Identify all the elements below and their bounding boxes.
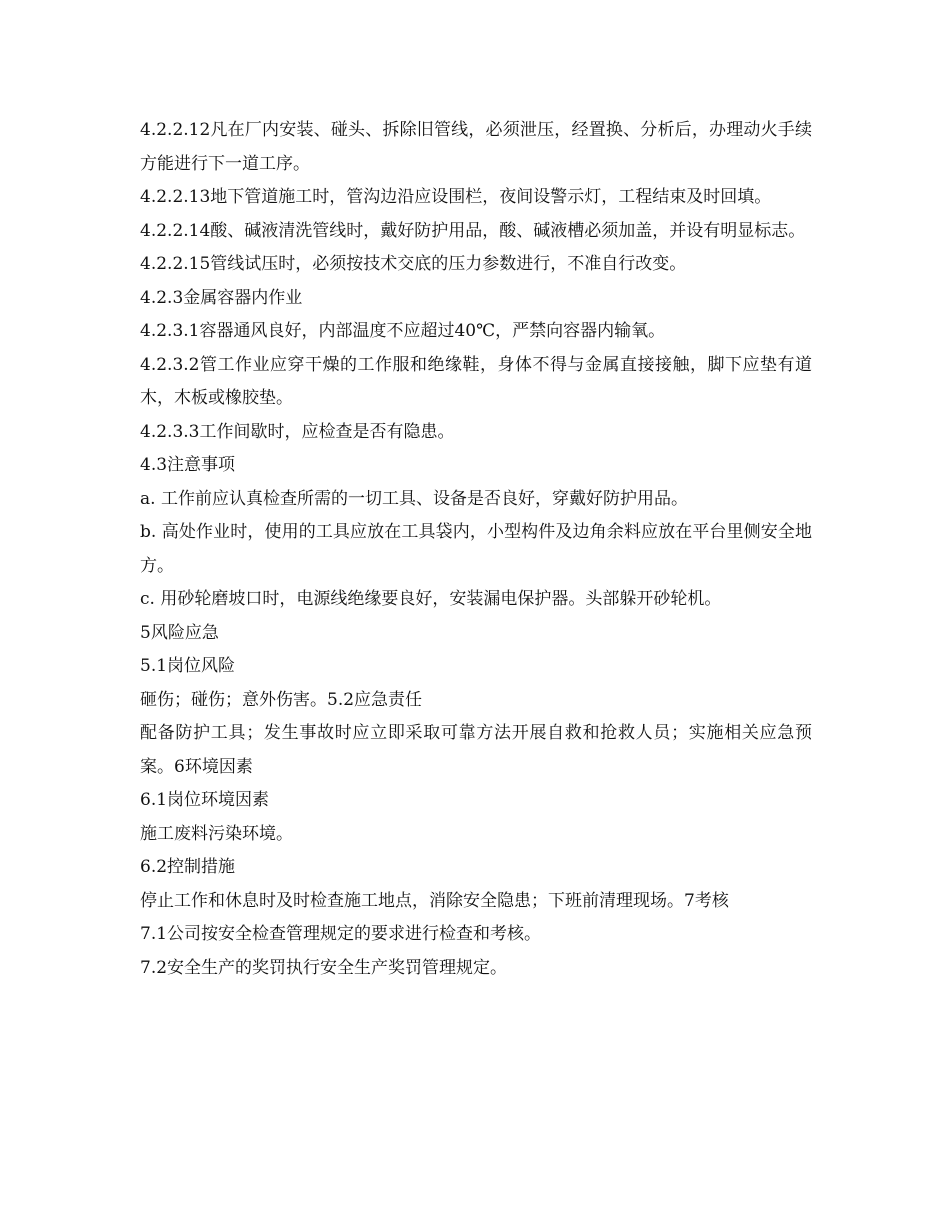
paragraph-4-2-2-13: 4.2.2.13地下管道施工时，管沟边沿应设围栏，夜间设警示灯，工程结束及时回填。 (140, 187, 772, 207)
paragraph-7-1: 7.1公司按安全检查管理规定的要求进行检查和考核。 (140, 924, 542, 944)
heading-6-1: 6.1岗位环境因素 (140, 790, 270, 810)
paragraph-4-2-2-12: 4.2.2.12凡在厂内安装、碰头、拆除旧管线，必须泄压，经置换、分析后，办理动火手续方能进行下一道工序。 (140, 120, 812, 174)
paragraph-4-2-3-3: 4.2.3.3工作间歇时，应检查是否有隐患。 (140, 421, 455, 442)
document-body (140, 114, 812, 985)
heading-5: 5风险应急 (140, 622, 219, 643)
heading-4-2-3: 4.2.3金属容器内作业 (140, 287, 303, 308)
paragraph-5-2-content: 配备防护工具；发生事故时应立即采取可靠方法开展自救和抢救人员；实施相关应急预案。6环境因素 (140, 723, 812, 777)
paragraph-6-2-content: 停止工作和休息时及时检查施工地点，消除安全隐患；下班前清理现场。7考核 (140, 890, 729, 911)
heading-5-1: 5.1岗位风险 (140, 656, 236, 676)
paragraph-4-2-2-15: 4.2.2.15管线试压时，必须按技术交底的压力参数进行，不准自行改变。 (140, 254, 687, 274)
paragraph-6-1-content: 施工废料污染环境。 (140, 823, 293, 844)
heading-4-3: 4.3注意事项 (140, 455, 236, 475)
heading-6-2: 6.2控制措施 (140, 857, 236, 877)
paragraph-4-2-3-2: 4.2.3.2管工作业应穿干燥的工作服和绝缘鞋，身体不得与金属直接接触，脚下应垫有道木，木板或橡胶垫。 (140, 354, 812, 408)
paragraph-7-2: 7.2安全生产的奖罚执行安全生产奖罚管理规定。 (140, 957, 508, 978)
paragraph-5-1-content: 砸伤；碰伤；意外伤害。5.2应急责任 (140, 689, 423, 710)
paragraph-4-2-3-1: 4.2.3.1容器通风良好，内部温度不应超过40℃，严禁向容器内输氧。 (140, 321, 666, 341)
paragraph-4-2-2-14: 4.2.2.14酸、碱液清洗管线时，戴好防护用品，酸、碱液槽必须加盖，并设有明显标志。 (140, 220, 806, 241)
list-item-b: b. 高处作业时，使用的工具应放在工具袋内，小型构件及边角余料应放在平台里侧安全地方。 (140, 522, 812, 576)
list-item-c: c. 用砂轮磨坡口时，电源线绝缘要良好，安装漏电保护器。头部躲开砂轮机。 (140, 589, 722, 609)
list-item-a: a. 工作前应认真检查所需的一切工具、设备是否良好，穿戴好防护用品。 (140, 488, 688, 509)
